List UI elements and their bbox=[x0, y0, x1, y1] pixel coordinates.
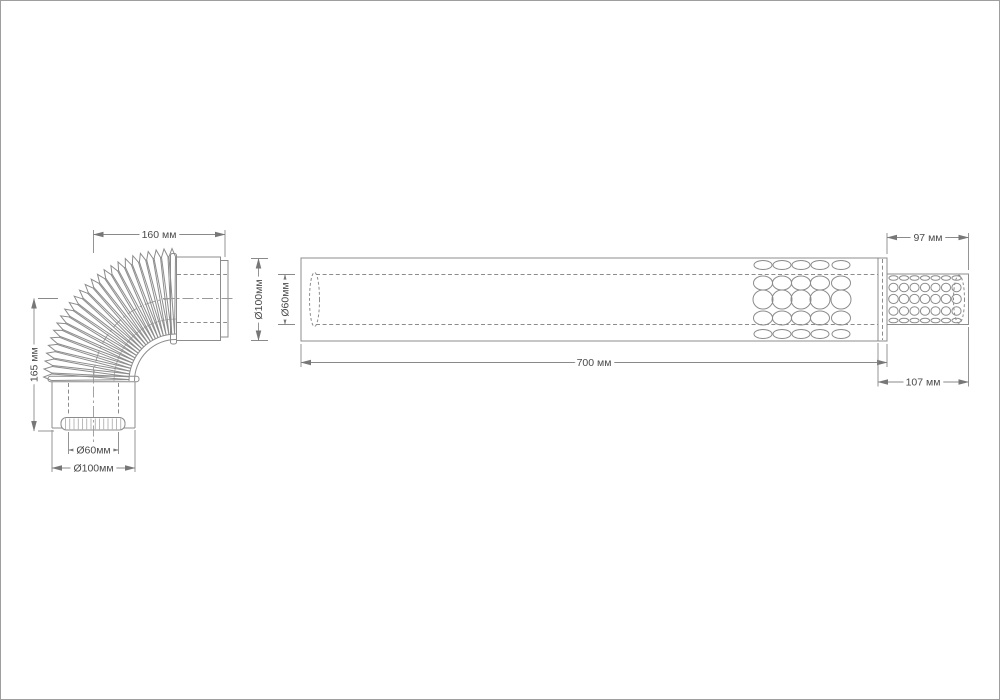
elbow-outer-diameter-label: Ø100мм bbox=[73, 462, 114, 475]
pipe-outline bbox=[301, 258, 887, 341]
tip-perforations bbox=[889, 276, 962, 323]
pipe-outer-diameter-dimension bbox=[251, 259, 268, 341]
pipe-length-label: 700 мм bbox=[576, 357, 612, 369]
elbow-inner-diameter-label: Ø60мм bbox=[76, 444, 111, 457]
pipe-inner-diameter-dimension bbox=[278, 275, 295, 325]
elbow-width-dimension bbox=[94, 229, 226, 257]
elbow-width-label: 160 мм bbox=[141, 229, 177, 241]
elbow-height-dimension bbox=[29, 299, 59, 432]
pipe-body bbox=[301, 258, 887, 341]
pipe-group bbox=[251, 232, 969, 389]
pipe-outer-diameter-label: Ø100мм bbox=[253, 279, 265, 320]
elbow-height-label: 165 мм bbox=[28, 347, 41, 383]
pipe-perforations bbox=[753, 261, 851, 339]
elbow-outlet-section bbox=[163, 254, 234, 345]
bend-pleat-root-arc bbox=[129, 334, 176, 381]
tip-length-dimension bbox=[887, 232, 969, 270]
tip-overall-dimension bbox=[878, 327, 969, 389]
tip-inner-end-cap bbox=[954, 275, 965, 323]
bend-inner-arc bbox=[135, 340, 177, 382]
corrugation-pleats bbox=[44, 249, 176, 381]
pipe-inner-diameter-label: Ø60мм bbox=[279, 282, 292, 317]
tip-overall-label: 107 мм bbox=[905, 376, 941, 389]
elbow-group bbox=[29, 229, 235, 475]
technical-drawing bbox=[1, 1, 1000, 700]
inlet-socket bbox=[61, 418, 125, 431]
inner-pipe-end-cap bbox=[310, 273, 320, 327]
pipe-tip bbox=[887, 274, 969, 325]
elbow-bend bbox=[44, 249, 176, 381]
pipe-length-dimension bbox=[301, 344, 887, 369]
bend-mid-arc bbox=[114, 319, 176, 381]
tip-length-label: 97 мм bbox=[913, 232, 943, 244]
